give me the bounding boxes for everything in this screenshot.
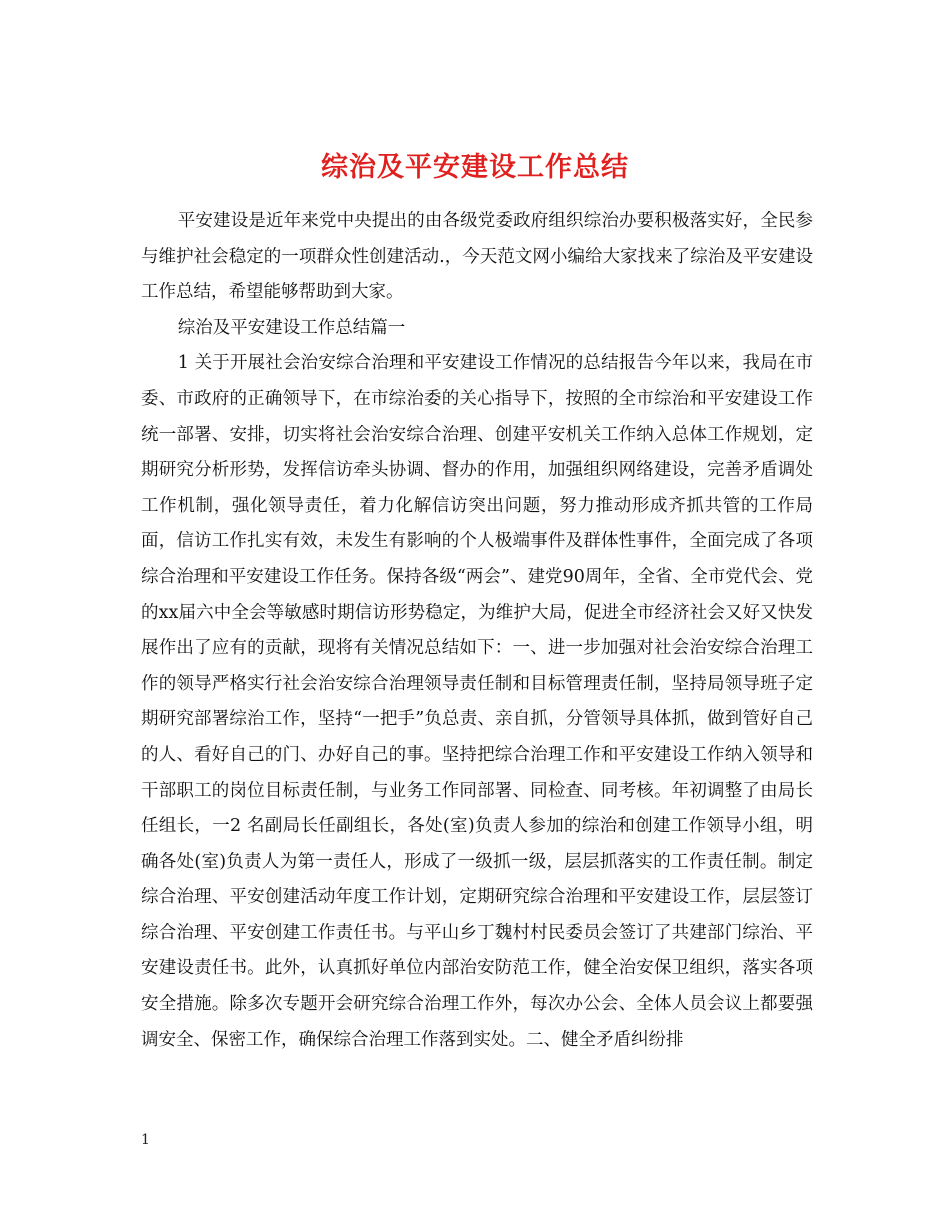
body-paragraph: 1 关于开展社会治安综合治理和平安建设工作情况的总结报告今年以来，我局在市委、市政府的正确领导下，在市综治委的关心指导下，按照的全市综治和平安建设工作统一部署、安排，切实将社会治安综合治理、创建平安机关工作纳入总体工作规划，定期研究分析形势，发挥信访牵头协调、督办的作用，加强组织网络建设，完善矛盾调处工作机制，强化领导责任，着力化解信访突出问题，努力推动形成齐抓共管的工作局面，信访工作扎实有效，未发生有影响的个人极端事件及群体性事件，全面完成了各项综合治理和平安建设工作任务。保持各级“两会”、建党90周年，全省、全市党代会、党的xx届六中全会等敏感时期信访形势稳定，为维护大局，促进全市经济社会又好又快发展作出了应有的贡献，现将有关情况总结如下：一、进一步加强对社会治安综合治理工作的领导严格实行社会治安综合治理领导责任制和目标管理责任制，坚持局领导班子定期研究部署综治工作，坚持“一把手”负总责、亲自抓，分管领导具体抓，做到管好自己的人、看好自己的门、办好自己的事。坚持把综合治理工作和平安建设工作纳入领导和干部职工的岗位目标责任制，与业务工作同部署、同检查、同考核。年初调整了由局长任组长，一2 名副局长任副组长，各处(室)负责人参加的综治和创建工作领导小组，明确各处(室)负责人为第一责任人，形成了一级抓一级，层层抓落实的工作责任制。制定综合治理、平安创建活动年度工作计划，定期研究综合治理和平安建设工作，层层签订综合治理、平安创建工作责任书。与平山乡丁魏村村民委员会签订了共建部门综治、平安建设责任书。此外，认真抓好单位内部治安防范工作，健全治安保卫组织，落实各项安全措施。除多次专题开会研究综合治理工作外，每次办公会、全体人员会议上都要强调安全、保密工作，确保综合治理工作落到实处。二、健全矛盾纠纷排 xyxy=(141,353,813,1050)
document-title: 综治及平安建设工作总结 xyxy=(321,152,629,184)
intro-paragraph: 平安建设是近年来党中央提出的由各级党委政府组织综治办要积极落实好，全民参与维护社会稳定的一项群众性创建活动.，今天范文网小编给大家找来了综治及平安建设工作总结，希望能够帮助到大家。 xyxy=(141,211,813,303)
page-number: 1 xyxy=(141,1132,150,1148)
document-body xyxy=(141,204,813,1058)
section-heading: 综治及平安建设工作总结篇一 xyxy=(177,317,406,338)
